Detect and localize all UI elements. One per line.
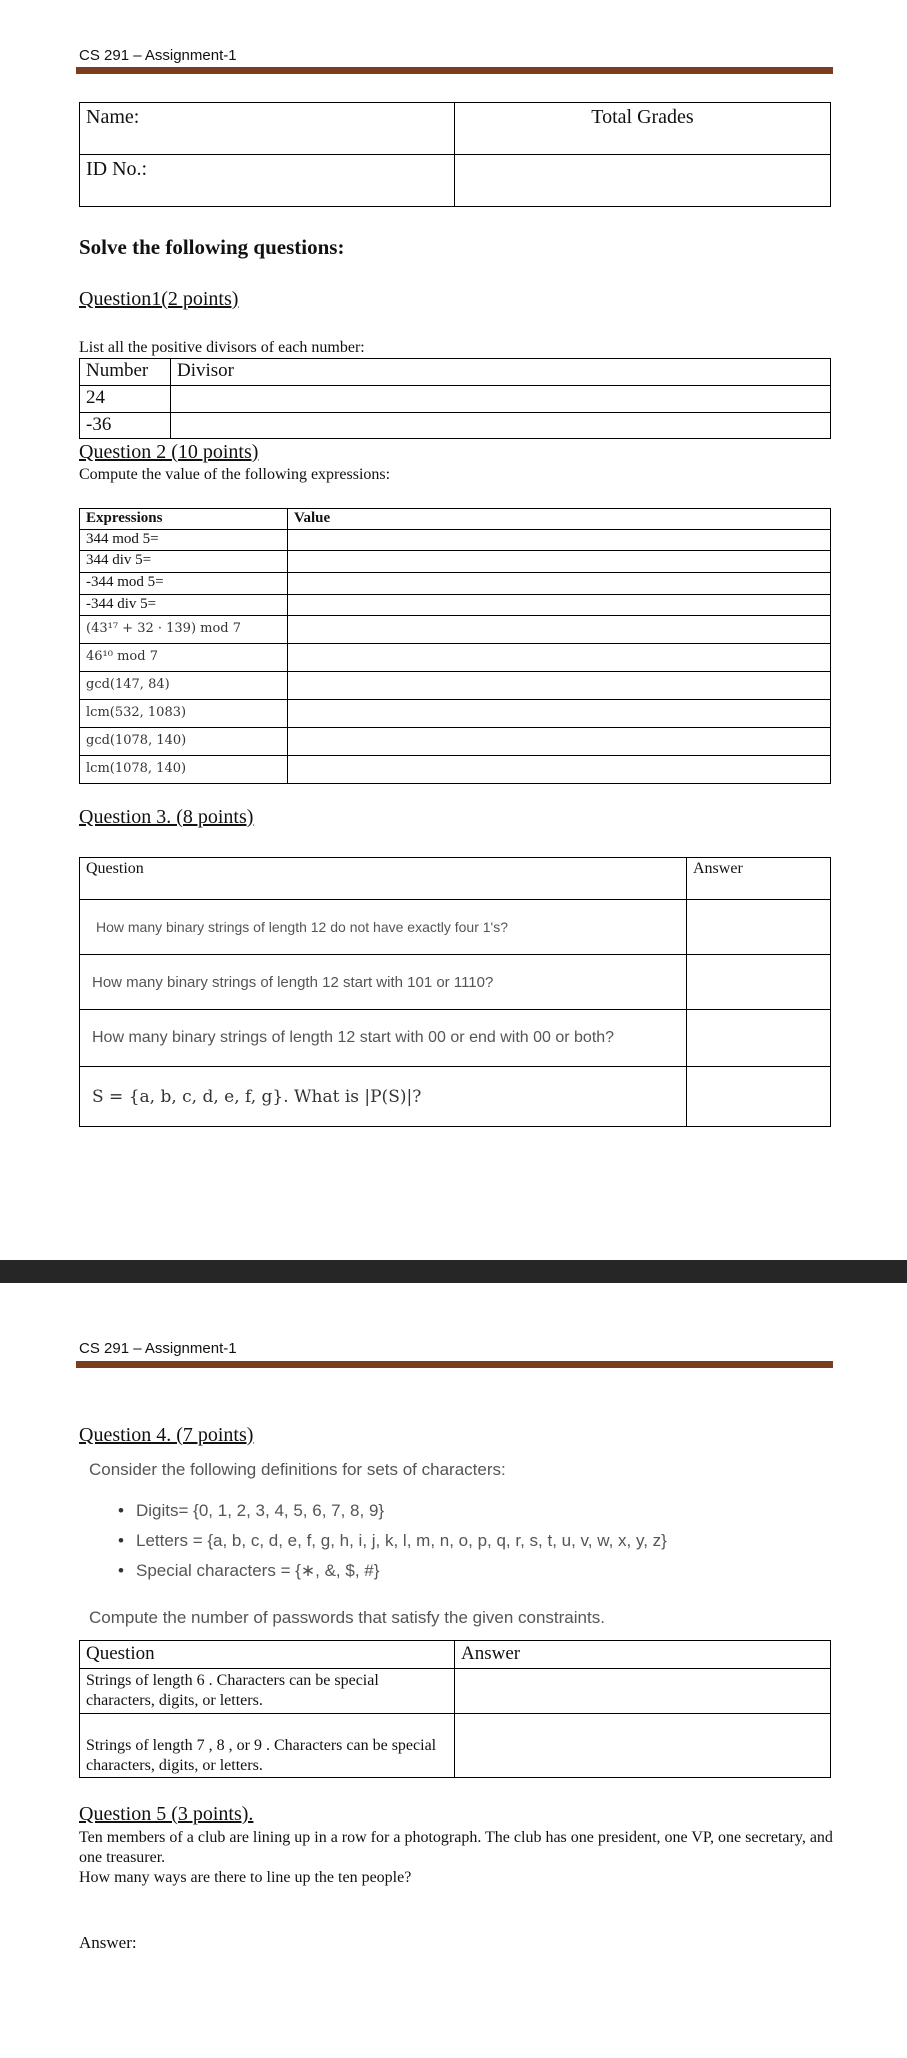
q4-answer-cell[interactable] (455, 1669, 831, 1714)
q5-text (79, 1828, 839, 1888)
q5-answer-label: Answer: (79, 1933, 137, 1952)
q3-question-text: How many binary strings of length 12 start with 00 or end with 00 or both? (80, 1010, 687, 1067)
q4-intro: Consider the following definitions for sets of characters: (89, 1460, 506, 1479)
q1-prompt: List all the positive divisors of each number: (79, 339, 365, 356)
q3-col-answer: Answer (687, 858, 831, 900)
q2-value-cell[interactable] (288, 700, 831, 728)
student-info-table (79, 102, 831, 207)
q3-question-text: How many binary strings of length 12 start with 101 or 1110? (80, 955, 687, 1010)
q2-prompt: Compute the value of the following expressions: (79, 466, 391, 483)
q2-value-cell[interactable] (288, 756, 831, 784)
q2-value-cell[interactable] (288, 551, 831, 573)
instructions-heading: Solve the following questions: (79, 235, 345, 259)
q1-number-cell: -36 (80, 413, 171, 439)
name-label: Name: (80, 103, 455, 155)
q1-title: Question1(2 points) (79, 288, 239, 310)
q4-question-text: Strings of length 7 , 8 , or 9 . Characters can be special characters, digits, or letters. (80, 1714, 455, 1778)
q2-col-value: Value (288, 509, 831, 530)
q4-answer-cell[interactable] (455, 1714, 831, 1778)
id-label: ID No.: (80, 155, 455, 207)
q2-value-cell[interactable] (288, 672, 831, 700)
q2-expression: lcm(532, 1083) (80, 700, 288, 728)
special-characters-definition: • Special characters = {∗, &, $, #} (118, 1556, 667, 1586)
q2-expression: gcd(1078, 140) (80, 728, 288, 756)
q3-answer-cell[interactable] (687, 900, 831, 955)
q2-expression: 344 mod 5= (80, 530, 288, 551)
q2-value-cell[interactable] (288, 573, 831, 595)
total-grades-label: Total Grades (455, 103, 831, 155)
q2-expression: (43¹⁷ + 32 · 139) mod 7 (80, 616, 288, 644)
q1-number-cell: 24 (80, 386, 171, 413)
page-separator (0, 1260, 907, 1283)
q4-compute: Compute the number of passwords that satisfy the given constraints. (89, 1608, 605, 1627)
digits-definition: • Digits= {0, 1, 2, 3, 4, 5, 6, 7, 8, 9} (118, 1496, 667, 1526)
q2-value-cell[interactable] (288, 530, 831, 551)
q2-expression: -344 div 5= (80, 595, 288, 616)
q5-text-line1: Ten members of a club are lining up in a row for a photograph. The club has one president, one VP, one secretary, and one treasurer. (79, 1829, 833, 1866)
q5-text-line2: How many ways are there to line up the ten people? (79, 1869, 412, 1886)
header-rule (76, 1361, 833, 1368)
q2-col-expressions: Expressions (80, 509, 288, 530)
page-header: CS 291 – Assignment-1 (79, 47, 237, 64)
q3-col-question: Question (80, 858, 687, 900)
q1-table (79, 358, 831, 439)
q4-definitions-list (118, 1496, 667, 1586)
q2-expression: gcd(147, 84) (80, 672, 288, 700)
q3-title: Question 3. (8 points) (79, 806, 254, 828)
q2-value-cell[interactable] (288, 595, 831, 616)
q4-col-answer: Answer (455, 1641, 831, 1669)
q3-question-text: S = {a, b, c, d, e, f, g}. What is |P(S)|? (80, 1067, 687, 1127)
total-grades-cell[interactable] (455, 155, 831, 207)
q2-expression: 344 div 5= (80, 551, 288, 573)
q2-expression: -344 mod 5= (80, 573, 288, 595)
page-2 (0, 1283, 907, 2058)
q2-expression: lcm(1078, 140) (80, 756, 288, 784)
q3-answer-cell[interactable] (687, 1010, 831, 1067)
q2-value-cell[interactable] (288, 728, 831, 756)
q1-divisor-cell[interactable] (171, 386, 831, 413)
q1-col-number: Number (80, 359, 171, 386)
q1-col-divisor: Divisor (171, 359, 831, 386)
q4-question-text: Strings of length 6 . Characters can be special characters, digits, or letters. (80, 1669, 455, 1714)
q1-divisor-cell[interactable] (171, 413, 831, 439)
q3-answer-cell[interactable] (687, 955, 831, 1010)
q2-value-cell[interactable] (288, 616, 831, 644)
q4-col-question: Question (80, 1641, 455, 1669)
q3-answer-cell[interactable] (687, 1067, 831, 1127)
q4-table (79, 1640, 831, 1778)
header-rule (76, 67, 833, 74)
letters-definition: • Letters = {a, b, c, d, e, f, g, h, i, j, k, l, m, n, o, p, q, r, s, t, u, v, w, x, y, z} (118, 1526, 667, 1556)
page-header: CS 291 – Assignment-1 (79, 1340, 237, 1357)
q5-title: Question 5 (3 points). (79, 1803, 254, 1825)
q4-title: Question 4. (7 points) (79, 1424, 254, 1446)
q2-value-cell[interactable] (288, 644, 831, 672)
q3-table (79, 857, 831, 1127)
q2-table (79, 508, 831, 784)
q2-expression: 46¹⁰ mod 7 (80, 644, 288, 672)
q3-question-text: How many binary strings of length 12 do not have exactly four 1's? (80, 900, 687, 955)
q2-title: Question 2 (10 points) (79, 441, 259, 463)
